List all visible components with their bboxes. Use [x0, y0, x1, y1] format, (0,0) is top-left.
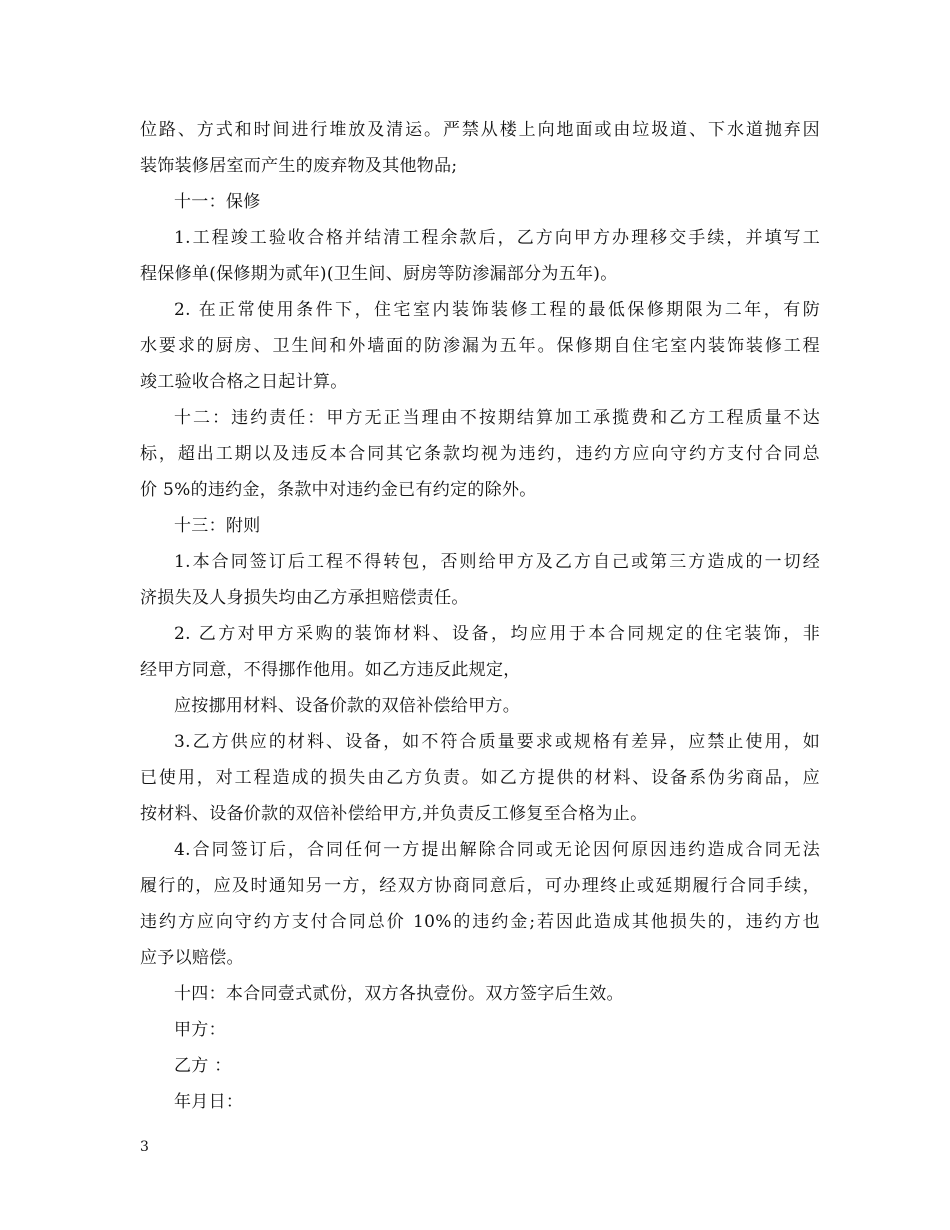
text-line: 3.乙方供应的材料、设备，如不符合质量要求或规格有差异，应禁止使用，如	[174, 732, 820, 752]
text-line: 十二：违约责任：甲方无正当理由不按期结算加工承揽费和乙方工程质量不达	[174, 408, 820, 428]
text-line: 装饰装修居室而产生的废弃物及其他物品;	[140, 156, 458, 176]
text-line: 已使用，对工程造成的损失由乙方负责。如乙方提供的材料、设备系伪劣商品，应	[140, 768, 820, 788]
text-line: 十三：附则	[174, 516, 261, 536]
text-line: 4.合同签订后，合同任何一方提出解除合同或无论因何原因违约造成合同无法	[174, 840, 820, 860]
text-line: 经甲方同意，不得挪作他用。如乙方违反此规定，	[140, 660, 521, 680]
text-line: 1.本合同签订后工程不得转包，否则给甲方及乙方自己或第三方造成的一切经	[174, 552, 820, 572]
text-line: 违约方应向守约方支付合同总价 10%的违约金;若因此造成其他损失的，违约方也	[140, 912, 820, 932]
text-line: 应按挪用材料、设备价款的双倍补偿给甲方。	[174, 696, 520, 716]
text-line: 履行的，应及时通知另一方，经双方协商同意后，可办理终止或延期履行合同手续，	[140, 876, 820, 896]
text-line: 位路、方式和时间进行堆放及清运。严禁从楼上向地面或由垃圾道、下水道抛弃因	[140, 120, 820, 140]
text-line: 十四：本合同壹式贰份，双方各执壹份。双方签字后生效。	[174, 984, 624, 1004]
text-line: 十一：保修	[174, 192, 261, 212]
text-line: 1.工程竣工验收合格并结清工程余款后，乙方向甲方办理移交手续，并填写工	[174, 228, 820, 248]
text-line: 应予以赔偿。	[140, 948, 244, 968]
text-line: 竣工验收合格之日起计算。	[140, 372, 348, 392]
text-line: 2. 乙方对甲方采购的装饰材料、设备，均应用于本合同规定的住宅装饰，非	[174, 624, 820, 644]
text-line: 济损失及人身损失均由乙方承担赔偿责任。	[140, 588, 469, 608]
text-line: 2. 在正常使用条件下，住宅室内装饰装修工程的最低保修期限为二年，有防	[174, 300, 820, 320]
document-body	[140, 112, 820, 1120]
text-line: 年月日：	[174, 1092, 244, 1112]
text-line: 程保修单(保修期为贰年)(卫生间、厨房等防渗漏部分为五年)。	[140, 264, 618, 284]
text-line: 标，超出工期以及违反本合同其它条款均视为违约，违约方应向守约方支付合同总	[140, 444, 820, 464]
text-line: 价 5%的违约金，条款中对违约金已有约定的除外。	[140, 480, 537, 500]
page-number: 3	[140, 1139, 149, 1155]
text-line: 乙方 ：	[174, 1056, 232, 1076]
text-line: 按材料、设备价款的双倍补偿给甲方,并负责反工修复至合格为止。	[140, 804, 648, 824]
text-line: 甲方：	[174, 1020, 226, 1040]
text-line: 水要求的厨房、卫生间和外墙面的防渗漏为五年。保修期自住宅室内装饰装修工程	[140, 336, 820, 356]
